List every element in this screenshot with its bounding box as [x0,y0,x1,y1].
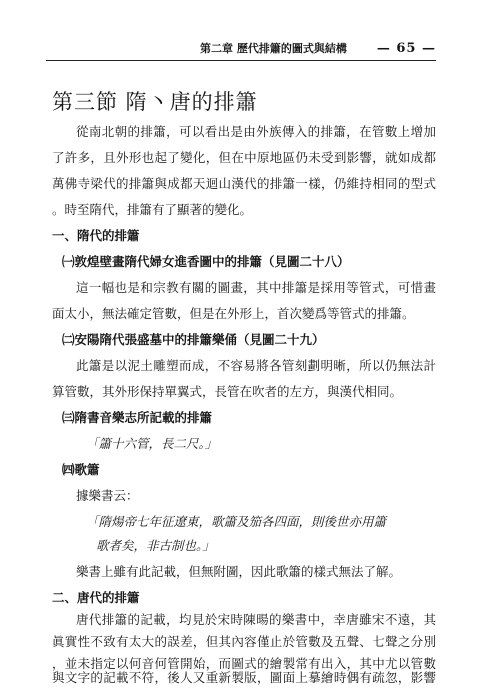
paragraph-line: 了許多，且外形也起了變化，但在中原地區仍未受到影響，就如成都 [52,150,436,165]
header-rule [46,60,436,61]
section-title: 第三節 隋丶唐的排簫 [52,90,258,114]
paragraph-line: 眞實性不致有太大的誤差，但其內容僅止於管數及五聲、七聲之分別 [52,634,436,649]
running-header [200,40,436,56]
paragraph-line: 與文字的記載不符，後人又重新製版，圖面上摹繪時偶有疏忽，影響 [52,670,436,685]
paragraph-line: 此簫是以泥土雕塑而成，不容易將各管刻劃明晰，所以仍無法計 [76,358,436,373]
quote-line: 「簫十六管，長二尺。」 [86,436,218,451]
paragraph-line: 算管數，其外形保持單翼式，長管在吹者的左方，與漢代相同。 [52,384,403,399]
paragraph-line: ，並未指定以何音何管開始，而圖式的繪製常有出入，其中尤以管數 [52,656,436,671]
subsection-heading: ㈠敦煌壁畫隋代婦女進香圖中的排簫（見圖二十八） [62,254,350,269]
paragraph-line: 從南北朝的排簫，可以看出是由外族傳入的排簫，在管數上增加 [76,124,436,139]
page-number: — 65 — [376,41,436,56]
chapter-title: 第二章 歷代排簫的圖式與結構 [200,42,347,55]
section-heading: 一、隋代的排簫 [52,228,140,243]
paragraph-line: 唐代排簫的記載，均見於宋時陳暘的樂書中，幸唐雖宋不遠，其 [76,612,436,627]
paragraph-line: 面太小，無法確定管數，但是在外形上，首次變爲等管式的排簫。 [52,306,415,321]
subsection-heading: ㈡安陽隋代張盛墓中的排簫樂俑（見圖二十九） [62,332,325,347]
section-heading: 二、唐代的排簫 [52,590,140,605]
quote-line: 「隋煬帝七年征遼東，歌簫及笳各四面，則後世亦用簫 [86,514,387,529]
subsection-heading: ㈢隋書音樂志所記載的排簫 [62,410,213,425]
paragraph-line: 樂書上雖有此記載，但無附圖，因此歌簫的樣式無法了解。 [76,564,402,579]
paragraph-line: 據樂書云： [76,488,139,503]
paragraph-line: 萬佛寺梁代的排簫與成都天迴山漢代的排簫一樣，仍維持相同的型式 [52,176,436,191]
paragraph-line: 這一幅也是和宗教有關的圖畫，其中排簫是採用等管式，可惜畫 [76,280,436,295]
quote-line: 歌者矣，非古制也。」 [96,538,215,553]
paragraph-line: 。時至隋代，排簫有了顯著的變化。 [52,202,253,217]
subsection-heading: ㈣歌簫 [62,462,100,477]
